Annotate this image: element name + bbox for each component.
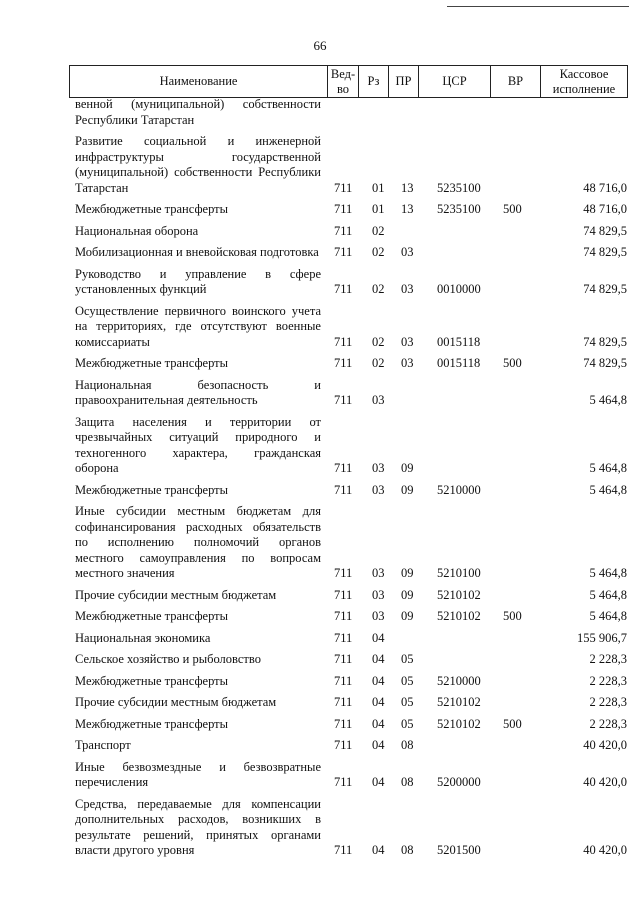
top-rule	[447, 6, 629, 7]
row-csr: 5210102	[437, 587, 481, 602]
row-ved: 711	[334, 609, 353, 623]
table-row	[75, 483, 627, 499]
row-pr: 03	[401, 334, 414, 349]
row-rz: 03	[372, 393, 385, 407]
row-pr: 09	[401, 609, 414, 623]
row-name: Средства, передаваемые для компенсации дополнительных расходов, возникших в результате решений, принятых органами власти другого уровня	[75, 796, 321, 857]
row-amount: 40 420,0	[583, 775, 627, 789]
row-rz: 04	[372, 673, 385, 688]
row-rz: 01	[372, 180, 385, 195]
table-row	[75, 202, 627, 218]
row-vr: 500	[503, 356, 522, 370]
row-amount: 2 228,3	[589, 652, 627, 666]
row-name: Прочие субсидии местным бюджетам	[75, 695, 277, 709]
row-csr: 5210000	[437, 482, 481, 497]
row-name: Национальная оборона	[75, 223, 199, 238]
table-row	[75, 738, 627, 754]
row-csr: 5210102	[437, 695, 481, 709]
row-amount: 40 420,0	[583, 738, 627, 752]
row-pr: 08	[401, 775, 414, 789]
table-row	[75, 304, 627, 351]
table-row	[75, 97, 627, 128]
row-name: Национальная безопасность и правоохранительная деятельность	[75, 377, 321, 407]
row-pr: 08	[401, 843, 414, 857]
row-name: Межбюджетные трансферты	[75, 356, 229, 370]
row-ved: 711	[334, 716, 353, 731]
row-ved: 711	[334, 775, 353, 789]
row-amount: 74 829,5	[583, 282, 627, 296]
table-row	[75, 224, 627, 240]
row-amount: 2 228,3	[589, 695, 627, 709]
row-rz: 03	[372, 482, 385, 497]
header-pr: ПР	[389, 66, 419, 98]
row-csr: 5201500	[437, 843, 481, 857]
page-number: 66	[313, 38, 327, 53]
row-pr: 03	[401, 245, 414, 259]
row-name: Сельское хозяйство и рыболовство	[75, 652, 261, 666]
row-ved: 711	[334, 482, 353, 497]
row-name: венной (муниципальной) собственности Республики Татарстан	[75, 97, 321, 127]
row-name: Межбюджетные трансферты	[75, 482, 229, 497]
row-name: Защита населения и территории от чрезвычайных ситуаций природного и техногенного характера, гражданская оборона	[75, 414, 321, 475]
table-row	[75, 609, 627, 625]
row-vr: 500	[503, 202, 522, 216]
row-csr: 0015118	[437, 334, 481, 349]
table-row	[75, 695, 627, 711]
table-row	[75, 245, 627, 261]
row-ved: 711	[334, 738, 353, 752]
row-name: Иные субсидии местным бюджетам для софинансирования расходных обязательств по исполнению полномочий органов местного самоуправления по вопросам местного значения	[75, 504, 321, 580]
row-pr: 09	[401, 587, 414, 602]
row-rz: 04	[372, 695, 385, 709]
row-name: Руководство и управление в сфере установленных функций	[75, 266, 321, 296]
row-rz: 02	[372, 245, 385, 259]
row-amount: 40 420,0	[583, 843, 627, 857]
row-amount: 74 829,5	[583, 356, 627, 370]
row-rz: 04	[372, 738, 385, 752]
table-row	[75, 631, 627, 647]
row-rz: 03	[372, 609, 385, 623]
row-name: Развитие социальной и инженерной инфраструктуры государственной (муниципальной) собственности Республики Татарстан	[75, 134, 321, 195]
row-amount: 74 829,5	[583, 334, 627, 349]
row-rz: 03	[372, 587, 385, 602]
row-amount: 74 829,5	[583, 223, 627, 238]
row-amount: 5 464,8	[589, 566, 627, 580]
row-amount: 48 716,0	[583, 202, 627, 216]
row-name: Транспорт	[75, 738, 131, 752]
header-ved: Вед- во	[328, 66, 359, 98]
row-pr: 09	[401, 461, 414, 475]
table-row	[75, 504, 627, 582]
row-ved: 711	[334, 223, 353, 238]
row-pr: 13	[401, 202, 414, 216]
table-header	[69, 65, 628, 98]
row-ved: 711	[334, 245, 353, 259]
row-csr: 5210102	[437, 609, 481, 623]
header-amount: Кассовое исполнение	[541, 66, 628, 98]
table-row	[75, 356, 627, 372]
row-ved: 711	[334, 334, 353, 349]
row-csr: 5200000	[437, 775, 481, 789]
row-ved: 711	[334, 461, 353, 475]
row-ved: 711	[334, 587, 353, 602]
row-rz: 02	[372, 334, 385, 349]
header-name: Наименование	[70, 66, 328, 98]
row-ved: 711	[334, 652, 353, 666]
row-name: Межбюджетные трансферты	[75, 609, 229, 623]
row-csr: 5210100	[437, 566, 481, 580]
row-amount: 2 228,3	[589, 673, 627, 688]
row-vr: 500	[503, 716, 522, 731]
row-ved: 711	[334, 673, 353, 688]
row-pr: 03	[401, 282, 414, 296]
row-amount: 5 464,8	[589, 587, 627, 602]
row-amount: 5 464,8	[589, 393, 627, 407]
header-csr: ЦСР	[419, 66, 491, 98]
row-rz: 04	[372, 843, 385, 857]
table-row	[75, 267, 627, 298]
row-pr: 13	[401, 180, 414, 195]
row-csr: 5235100	[437, 180, 481, 195]
row-ved: 711	[334, 393, 353, 407]
row-amount: 5 464,8	[589, 482, 627, 497]
row-rz: 04	[372, 716, 385, 731]
table-row	[75, 652, 627, 668]
row-amount: 74 829,5	[583, 245, 627, 259]
row-csr: 5210000	[437, 673, 481, 688]
row-ved: 711	[334, 695, 353, 709]
row-name: Мобилизационная и вневойсковая подготовка	[75, 245, 319, 259]
table-row	[75, 378, 627, 409]
row-rz: 03	[372, 566, 385, 580]
row-ved: 711	[334, 202, 353, 216]
row-ved: 711	[334, 566, 353, 580]
header-vr: ВР	[491, 66, 541, 98]
table-row	[75, 674, 627, 690]
header-rz: Рз	[359, 66, 389, 98]
row-name: Иные безвозмездные и безвозвратные перечисления	[75, 759, 321, 789]
row-csr: 0015118	[437, 356, 481, 370]
row-ved: 711	[334, 630, 353, 645]
row-pr: 08	[401, 738, 414, 752]
row-pr: 09	[401, 566, 414, 580]
row-csr: 0010000	[437, 282, 481, 296]
row-pr: 09	[401, 482, 414, 497]
table-row	[75, 415, 627, 477]
row-name: Межбюджетные трансферты	[75, 673, 229, 688]
row-rz: 03	[372, 461, 385, 475]
row-ved: 711	[334, 356, 353, 370]
table-row	[75, 134, 627, 196]
row-ved: 711	[334, 180, 353, 195]
row-name: Межбюджетные трансферты	[75, 716, 229, 731]
row-amount: 2 228,3	[589, 716, 627, 731]
row-pr: 05	[401, 695, 414, 709]
row-amount: 155 906,7	[577, 630, 627, 645]
row-rz: 02	[372, 356, 385, 370]
table-row	[75, 797, 627, 859]
row-rz: 02	[372, 223, 385, 238]
row-amount: 5 464,8	[589, 609, 627, 623]
row-rz: 04	[372, 630, 385, 645]
row-amount: 5 464,8	[589, 461, 627, 475]
row-ved: 711	[334, 843, 353, 857]
row-pr: 03	[401, 356, 414, 370]
row-rz: 02	[372, 282, 385, 296]
row-csr: 5235100	[437, 202, 481, 216]
row-csr: 5210102	[437, 716, 481, 731]
row-name: Осуществление первичного воинского учета на территориях, где отсутствуют военные комиссариаты	[75, 303, 321, 349]
table-body	[75, 97, 627, 865]
row-name: Национальная экономика	[75, 630, 211, 645]
row-name: Межбюджетные трансферты	[75, 202, 229, 216]
table-row	[75, 760, 627, 791]
row-rz: 04	[372, 775, 385, 789]
row-pr: 05	[401, 716, 414, 731]
row-rz: 04	[372, 652, 385, 666]
row-ved: 711	[334, 282, 353, 296]
table-row	[75, 717, 627, 733]
row-amount: 48 716,0	[583, 180, 627, 195]
row-pr: 05	[401, 673, 414, 688]
row-vr: 500	[503, 609, 522, 623]
table-row	[75, 588, 627, 604]
row-rz: 01	[372, 202, 385, 216]
row-name: Прочие субсидии местным бюджетам	[75, 587, 277, 602]
row-pr: 05	[401, 652, 414, 666]
